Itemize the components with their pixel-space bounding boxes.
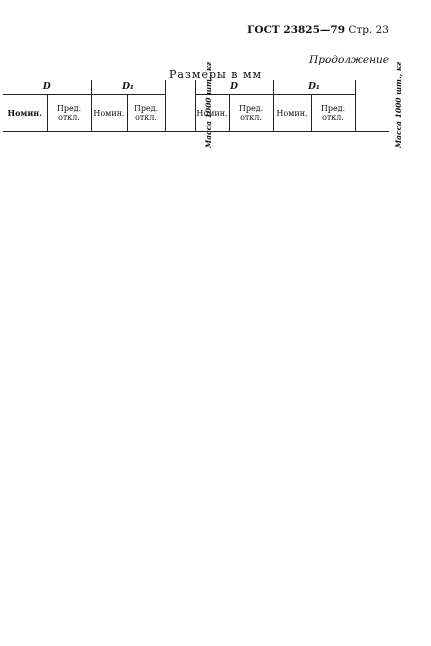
page-number: Стр. 23 <box>348 24 389 36</box>
continuation-label: Продолжение <box>309 54 389 66</box>
table-caption: Размеры в мм <box>168 68 263 81</box>
group-header-d1-left: D₁ <box>91 80 165 95</box>
header-d1-nom-left: Номин. <box>91 95 127 132</box>
header-d-dev-left: Пред. откл. <box>47 95 91 132</box>
mass-header-right: Масса 1000 шт., кг <box>355 80 389 132</box>
header-d-dev-right: Пред. откл. <box>229 95 273 132</box>
page-header <box>247 24 389 36</box>
header-d-nom-left: Номин. <box>3 95 47 132</box>
standard-number: ГОСТ 23825—79 <box>247 24 346 36</box>
header-d-nom-right: Номин. <box>195 95 229 132</box>
mass-header-left: Масса 1000 шт., кг <box>165 80 195 132</box>
header-d1-nom-right: Номин. <box>273 95 311 132</box>
group-header-d1-right: D₁ <box>273 80 355 95</box>
header-d1-dev-right: Пред. откл. <box>311 95 355 132</box>
header-d1-dev-left: Пред. откл. <box>127 95 165 132</box>
group-header-d-right: D <box>195 80 273 95</box>
group-header-d-left: D <box>3 80 91 95</box>
